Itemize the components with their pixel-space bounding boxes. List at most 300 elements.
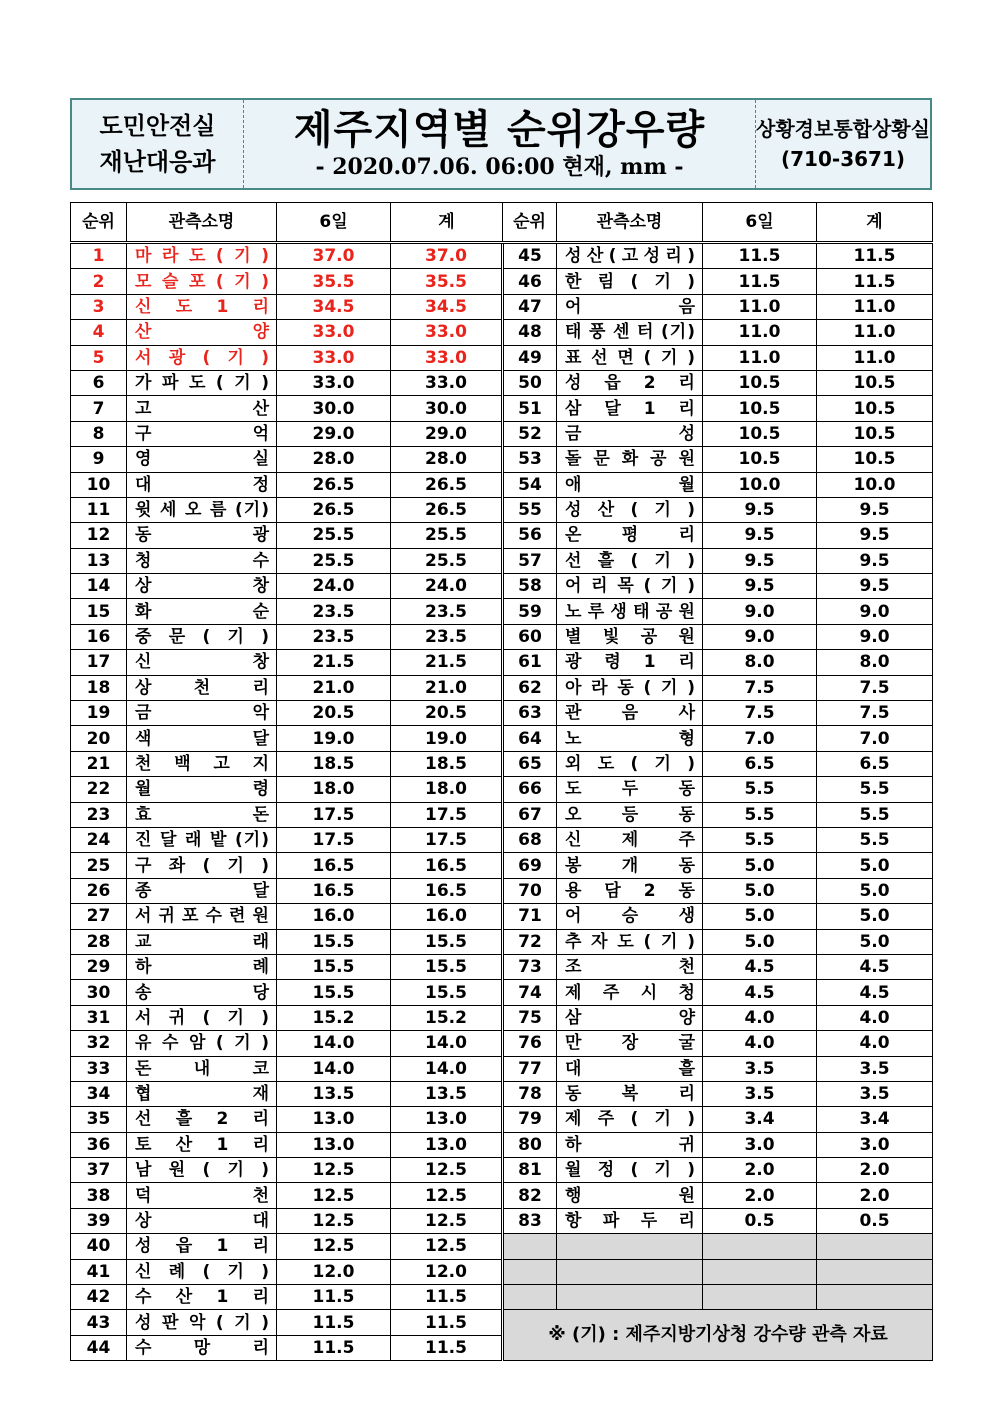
total-value: 3.4 [817,1107,933,1132]
day6-value: 9.0 [703,599,817,624]
station-name-char: 원 [252,906,270,927]
total-value: 14.0 [391,1056,503,1081]
station-name-box [135,1159,270,1181]
station-name-char: 도 [175,296,194,317]
station-name-char: 두 [640,1211,659,1232]
station-name-char: 2 [643,373,657,394]
day6-value: 4.5 [703,980,817,1005]
total-value: 25.5 [391,548,503,573]
station-name-char: 고 [135,398,153,419]
station-name-cell [127,294,277,319]
station-name-char: 천 [135,754,153,774]
total-value: 0.5 [817,1208,933,1233]
empty-cell [557,1285,703,1310]
station-name-cell [127,243,277,269]
station-name-char: ) [261,1312,270,1333]
station-name-char: 창 [252,576,270,597]
station-name-char: 리 [252,677,270,698]
day6-value: 5.5 [703,802,817,827]
station-name-box [135,855,270,877]
table-row [71,1183,933,1208]
station-name-char: 기 [234,246,252,267]
station-name-cell [557,1056,703,1081]
station-name-char: 외 [565,754,583,774]
station-name-char: 기 [227,855,245,876]
station-name-char: 당 [252,982,270,1003]
day6-value: 28.0 [277,447,391,472]
station-name-cell [127,904,277,929]
station-name-char: 광 [252,525,270,546]
station-name-char: ) [687,246,696,267]
station-name-char: 별 [565,627,583,648]
rank-cell: 81 [503,1158,557,1183]
station-name-box [135,1083,270,1105]
day6-value: 23.5 [277,624,391,649]
rank-cell: 36 [71,1132,127,1157]
day6-value: 12.5 [277,1183,391,1208]
station-name-char: 제 [621,830,640,851]
total-value: 24.0 [391,574,503,599]
station-name-char: 선 [135,1109,153,1130]
day6-value: 2.0 [703,1183,817,1208]
station-name-char: ) [261,1261,270,1282]
station-name-box [565,982,696,1004]
station-name-box [565,321,696,343]
station-name-char: 달 [160,830,178,851]
station-name-char: 기 [227,347,245,368]
station-name-char: 공 [655,601,674,622]
day6-value: 13.0 [277,1132,391,1157]
page-title: 제주지역별 순위강우량 [293,107,706,153]
station-name-char: 서 [135,906,153,927]
table-row [71,878,933,903]
total-value: 21.5 [391,650,503,675]
station-name-char: 산 [586,246,605,267]
col-total-left: 계 [391,203,503,243]
station-name-cell [557,802,703,827]
department-box [72,100,244,188]
station-name-char: 암 [188,1033,207,1054]
total-value: 9.5 [817,548,933,573]
rank-cell: 73 [503,954,557,979]
total-value: 33.0 [391,345,503,370]
station-name-char: 기 [234,1033,252,1054]
station-name-char: 동 [678,804,696,825]
station-name-char: 마 [135,246,153,267]
station-name-char: 순 [252,601,270,622]
station-name-box [565,474,696,496]
day6-value: 3.5 [703,1081,817,1106]
rank-cell: 57 [503,548,557,573]
station-name-char: 굴 [678,1033,696,1054]
total-value: 15.5 [391,954,503,979]
station-name-char: 동 [678,855,696,876]
col-rank-right: 순위 [503,203,557,243]
station-name-char: 상 [135,576,153,597]
station-name-cell [557,1031,703,1056]
empty-cell [503,1285,557,1310]
station-name-char: 천 [252,1185,270,1206]
station-name-char: ( [215,246,225,267]
station-name-char: 리 [678,373,696,394]
station-name-char: 귀 [158,906,176,927]
total-value: 13.0 [391,1132,503,1157]
rank-cell: 83 [503,1208,557,1233]
day6-value: 4.0 [703,1005,817,1030]
total-value: 5.5 [817,777,933,802]
station-name-char: 월 [135,779,153,800]
station-name-cell [127,1285,277,1310]
station-name-char: 모 [135,271,153,292]
station-name-char: 공 [640,627,659,648]
station-name-cell [127,929,277,954]
station-name-box [565,245,696,267]
station-name-box [135,1286,270,1308]
station-name-char: 조 [565,957,583,978]
station-name-char: 수 [252,550,270,571]
rank-cell: 62 [503,675,557,700]
table-row [71,472,933,497]
total-value: 23.5 [391,624,503,649]
station-name-char: 추 [565,931,583,952]
station-name-char: 고 [621,246,640,267]
station-name-char: 월 [678,474,696,495]
station-name-char: ) [687,931,696,952]
station-name-char: 사 [678,703,696,724]
station-name-char: 흘 [175,1109,194,1130]
station-name-char: 애 [565,474,583,495]
station-name-box [135,347,270,369]
station-name-char: 동 [678,779,696,800]
station-name-char: 도 [188,246,207,267]
station-name-char: 달 [252,880,270,901]
station-name-char: 색 [135,728,153,749]
station-name-char: 복 [621,1084,640,1105]
station-name-char: 세 [160,500,178,521]
station-name-char: 월 [565,1160,583,1181]
rank-cell: 43 [71,1310,127,1335]
station-name-cell [127,650,277,675]
total-value: 17.5 [391,827,503,852]
station-name-char: 천 [193,677,212,698]
total-value: 11.5 [817,243,933,269]
station-name-char: 문 [168,627,187,648]
day6-value: 5.5 [703,777,817,802]
rank-cell: 35 [71,1107,127,1132]
station-name-cell [127,827,277,852]
station-name-char: 기 [234,373,252,394]
station-name-cell [557,624,703,649]
station-name-char: 달 [604,398,622,419]
total-value: 3.5 [817,1056,933,1081]
station-name-box [135,778,270,800]
station-name-char: 도 [188,373,207,394]
station-name-cell [127,980,277,1005]
station-name-char: 용 [565,880,583,901]
station-name-char: 산 [252,398,270,419]
station-name-cell [557,472,703,497]
station-name-char: 리 [252,1134,270,1155]
station-name-char: 원 [168,1160,187,1181]
station-name-box [565,753,696,775]
station-name-char: 원 [678,627,696,648]
total-value: 28.0 [391,447,503,472]
station-name-box [565,956,696,978]
total-value: 26.5 [391,472,503,497]
station-name-cell [127,1081,277,1106]
station-name-char: 동 [617,677,635,698]
rank-cell: 12 [71,523,127,548]
station-name-char: 평 [621,525,640,546]
station-name-char: 파 [602,1211,621,1232]
station-name-char: ) [261,627,270,648]
station-name-char: 재 [252,1084,270,1105]
station-name-char: 1 [216,296,230,317]
station-name-cell [127,1259,277,1284]
station-name-box [135,1185,270,1207]
station-name-box [135,1108,270,1130]
rank-cell: 70 [503,878,557,903]
rank-cell: 82 [503,1183,557,1208]
station-name-box [565,880,696,902]
day6-value: 24.0 [277,574,391,599]
station-name-char: 자 [591,931,609,952]
station-name-char: 내 [193,1058,212,1079]
header-banner [70,98,932,190]
station-name-char: 수 [205,906,223,927]
station-name-cell [127,1132,277,1157]
day6-value: 5.0 [703,878,817,903]
rank-cell: 65 [503,751,557,776]
station-name-cell [127,1335,277,1360]
rank-cell: 39 [71,1208,127,1233]
col-station-right: 관측소명 [557,203,703,243]
station-name-cell [127,1208,277,1233]
rank-cell: 14 [71,574,127,599]
station-name-char: 성 [565,500,583,521]
page-subtitle: - 2020.07.06. 06:00 현재, mm - [315,154,684,180]
col-rank-left: 순위 [71,203,127,243]
station-name-char: 기 [234,271,252,292]
station-name-box [135,321,270,343]
station-name-char: 고 [213,754,231,774]
day6-value: 11.5 [277,1335,391,1360]
station-name-char: 창 [252,652,270,673]
station-name-box [135,398,270,420]
station-name-char: ( [630,500,640,521]
station-name-box [135,499,270,521]
station-name-char: 삼 [565,1007,583,1028]
station-name-char: 동 [135,525,153,546]
day6-value: 5.5 [703,827,817,852]
station-name-char: 례 [252,957,270,978]
station-name-char: 청 [678,982,696,1003]
rank-cell: 38 [71,1183,127,1208]
station-name-char: (기) [235,830,270,851]
station-name-char: ( [215,373,225,394]
station-name-box [565,601,696,623]
station-name-char: 돌 [565,449,583,470]
station-name-char: ) [261,1033,270,1054]
station-name-cell [557,243,703,269]
station-name-cell [127,1234,277,1259]
station-name-char: 시 [640,982,659,1003]
rank-cell: 52 [503,421,557,446]
total-value: 12.0 [391,1259,503,1284]
rank-cell: 51 [503,396,557,421]
station-name-char: 어 [565,906,583,927]
station-name-cell [557,599,703,624]
station-name-cell [127,878,277,903]
station-name-box [135,423,270,445]
total-value: 4.0 [817,1005,933,1030]
day6-value: 5.0 [703,929,817,954]
station-name-char: 장 [621,1033,640,1054]
total-value: 33.0 [391,320,503,345]
table-row [71,650,933,675]
rank-cell: 32 [71,1031,127,1056]
station-name-cell [557,701,703,726]
station-name-box [565,1058,696,1080]
table-row [71,1005,933,1030]
station-name-char: 판 [161,1312,180,1333]
total-value: 9.5 [817,497,933,522]
station-name-char: 산 [175,1134,194,1155]
day6-value: 14.0 [277,1056,391,1081]
station-name-box [135,1337,270,1359]
station-name-char: 항 [565,1211,583,1232]
day6-value: 2.0 [703,1158,817,1183]
footnote: ※ (기) : 제주지방기상청 강수량 관측 자료 [503,1310,933,1361]
rank-cell: 29 [71,954,127,979]
station-name-char: ( [630,550,640,571]
station-name-char: 행 [565,1185,583,1206]
station-name-box [565,651,696,673]
station-name-cell [557,954,703,979]
station-name-char: 광 [168,347,187,368]
total-value: 15.5 [391,929,503,954]
station-name-box [565,1083,696,1105]
day6-value: 18.0 [277,777,391,802]
rank-cell: 4 [71,320,127,345]
day6-value: 23.5 [277,599,391,624]
station-name-char: 신 [135,652,153,673]
station-name-char: ( [202,1160,212,1181]
station-name-char: 형 [678,728,696,749]
rainfall-table [70,202,933,1361]
station-name-char: 유 [135,1033,153,1054]
empty-cell [703,1234,817,1259]
station-name-box [135,372,270,394]
station-name-box [135,1032,270,1054]
station-name-char: 리 [252,1236,270,1257]
total-value: 9.5 [817,574,933,599]
total-value: 30.0 [391,396,503,421]
station-name-box [565,829,696,851]
station-name-box [135,1134,270,1156]
table-row [71,726,933,751]
rank-cell: 75 [503,1005,557,1030]
table-row [71,447,933,472]
station-name-cell [557,878,703,903]
station-name-char: 주 [597,1109,616,1130]
table-row [71,548,933,573]
station-name-char: 기 [227,1261,245,1282]
total-value: 8.0 [817,650,933,675]
station-name-char: 개 [621,855,640,876]
day6-value: 11.5 [277,1285,391,1310]
station-name-char: 성 [135,1236,153,1257]
station-name-char: 음 [621,703,640,724]
day6-value: 10.5 [703,370,817,395]
rank-cell: 45 [503,243,557,269]
station-name-char: 파 [161,373,180,394]
station-name-cell [557,345,703,370]
rank-cell: 13 [71,548,127,573]
total-value: 21.0 [391,675,503,700]
station-name-cell [127,1158,277,1183]
station-name-cell [557,574,703,599]
table-row [71,675,933,700]
day6-value: 18.5 [277,751,391,776]
station-name-char: 좌 [168,855,187,876]
rank-cell: 11 [71,497,127,522]
table-row [71,1285,933,1310]
table-row [71,574,933,599]
rank-cell: 61 [503,650,557,675]
day6-value: 16.5 [277,853,391,878]
station-name-box [565,271,696,293]
station-name-char: 기 [654,271,672,292]
station-name-char: 성 [643,246,662,267]
rank-cell: 72 [503,929,557,954]
day6-value: 9.5 [703,523,817,548]
station-name-cell [127,421,277,446]
station-name-char: 수 [161,1033,180,1054]
station-name-box [135,931,270,953]
total-value: 15.5 [391,980,503,1005]
station-name-char: ( [630,754,640,774]
station-name-char: 대 [135,474,153,495]
station-name-char: 화 [135,601,153,622]
station-name-box [135,753,270,775]
station-name-box [135,1210,270,1232]
total-value: 7.5 [817,675,933,700]
station-name-cell [557,827,703,852]
station-name-char: 정 [252,474,270,495]
station-name-char: ) [261,347,270,368]
rank-cell: 80 [503,1132,557,1157]
station-name-cell [557,523,703,548]
station-name-char: ) [261,855,270,876]
rank-cell: 34 [71,1081,127,1106]
station-name-cell [127,1107,277,1132]
station-name-char: 포 [188,271,207,292]
station-name-char: 관 [565,703,583,724]
station-name-char: 청 [135,550,153,571]
station-name-char: 원 [678,1185,696,1206]
station-name-cell [557,1208,703,1233]
station-name-char: 공 [650,449,668,470]
station-name-char: 지 [252,754,270,774]
table-row [71,1132,933,1157]
day6-value: 13.5 [277,1081,391,1106]
rank-cell: 64 [503,726,557,751]
station-name-char: 동 [678,880,696,901]
day6-value: 11.0 [703,345,817,370]
day6-value: 5.0 [703,853,817,878]
day6-value: 10.5 [703,447,817,472]
